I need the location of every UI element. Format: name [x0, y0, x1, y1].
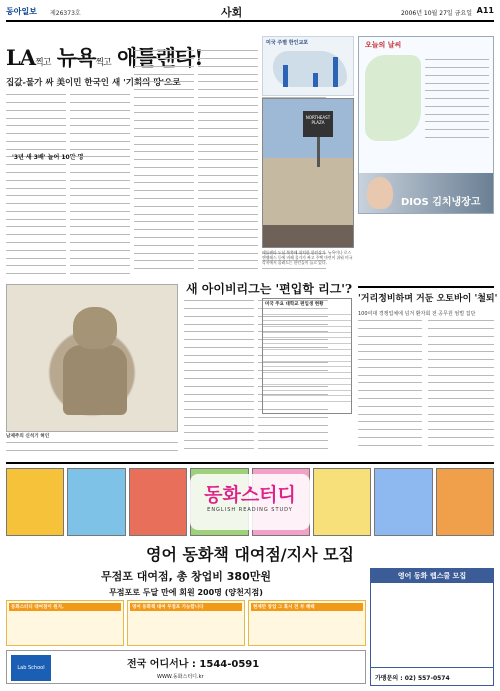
artifact-caption-text	[6, 440, 178, 458]
column-subhead: 100여대 경쟁업체에 넘겨 환자회 전 공무원 엄벌 집단	[358, 311, 476, 317]
weather-map	[365, 55, 421, 141]
column-article	[358, 286, 498, 317]
ad-right-title: 영어 동화 렙스쿨 모집	[371, 569, 493, 583]
column-body-col2	[428, 318, 494, 458]
artifact-caption: 남제주의 신석기 혀인	[6, 434, 50, 439]
book-cover	[67, 468, 125, 536]
column-body-col1	[358, 318, 422, 458]
weather-text	[425, 57, 489, 143]
ad-website[interactable]: WWW.동화스터디.kr	[157, 674, 204, 680]
ad-contact[interactable]	[6, 650, 366, 684]
article1-body-col2	[70, 92, 130, 278]
weather-title: 오늘의 날씨	[365, 41, 402, 49]
page-header	[6, 4, 494, 22]
transfer-table	[262, 298, 352, 414]
ad-title: 영어 동화책 대여점/지사 모집	[145, 545, 355, 564]
newspaper-logo: 동아일보	[6, 7, 37, 16]
article2-headline: 새 아이비리그는 '편입학 리그'?	[186, 282, 353, 296]
article1-body-col1	[6, 92, 66, 278]
ad-phone[interactable]: 전국 어디서나 : 1544-0591	[127, 659, 260, 670]
ad-left	[6, 568, 366, 598]
advertisement[interactable]	[6, 462, 494, 687]
book-cover	[436, 468, 494, 536]
table-cell	[307, 396, 329, 402]
bar-graphic	[283, 65, 288, 87]
artifact-body	[63, 345, 127, 415]
sign-pole	[317, 137, 320, 167]
page-number: A11	[476, 6, 494, 15]
ad-right-box	[370, 568, 494, 686]
book-cover	[6, 468, 64, 536]
korean-population-map	[262, 36, 354, 96]
ad-right-phone[interactable]: 가맹문의 : 02) 557-0574	[371, 667, 493, 685]
ad-brand-ko: 동화스터디	[204, 484, 296, 506]
table-row	[263, 396, 351, 402]
table-cell	[285, 396, 307, 402]
plaza-photo-caption: 애틀랜타 도심 북쪽에 위치한 한인상가. 뉴욕이나 로스앤젤레스 등에 비해 물가가 싸고 주택 마련이 쉬워 미국 각지에서 몰려드는 한인들이 늘고 있다.	[262, 250, 353, 265]
lab-school-logo: Lab School	[11, 655, 51, 681]
artifact-photo	[6, 284, 178, 432]
column-headline: '거리정비하며 거둔 오토바이 '철퇴'	[358, 286, 494, 304]
store-building	[263, 225, 354, 247]
headline-main: LA찍고 뉴욕찍고 애틀랜타!	[6, 45, 203, 70]
plaza-sign: NORTHEAST PLAZA	[303, 111, 333, 137]
ad-brand-en: ENGLISH READING STUDY	[207, 507, 293, 513]
ad-info-box: 동화스터디 대여점이 뭔지,	[6, 600, 124, 646]
ad-model-photo	[367, 177, 393, 209]
map-title: 미국 주별 한인교포	[266, 40, 309, 46]
issue-date: 2006년 10월 27일 금요일	[400, 10, 472, 17]
section-title: 사회	[221, 6, 243, 19]
book-cover	[313, 468, 371, 536]
ad-line2: 무점포로 두달 만에 회원 200명 (양천지점)	[109, 588, 263, 597]
bar-graphic	[313, 73, 318, 87]
table-cell	[329, 396, 351, 402]
article1-lead-box: '3년 새 3배' 늘어 10만 명	[12, 154, 84, 161]
bar-graphic	[333, 57, 338, 87]
ad-brand: DIOS 김치냉장고	[401, 197, 481, 208]
issue-number: 제26373호	[50, 10, 81, 17]
headline-sub: 집값-물가 싸 美이민 한국인 새 '기회의 땅'으로	[6, 78, 181, 88]
ad-info-boxes	[6, 600, 366, 646]
artifact-head	[73, 307, 117, 349]
article2-body-col1	[184, 298, 254, 458]
ad-info-box: 영어 동화책 대여 무점포 가능합니다	[127, 600, 245, 646]
table-cell	[263, 396, 285, 402]
table-body	[263, 309, 351, 402]
article1-body-col3	[134, 48, 194, 278]
plaza-photo	[262, 98, 354, 248]
ad-brand-box	[190, 474, 310, 530]
table-title: 미국 주요 대학교 편입생 현황	[265, 302, 324, 307]
weather-ad[interactable]	[359, 173, 493, 213]
weather-box	[358, 36, 494, 214]
article1-body-col4	[198, 48, 258, 278]
ad-line1: 무점포 대여점, 총 창업비 380만원	[101, 570, 271, 583]
ad-info-box: 현재만 창업 그 혹시 전 부 혜택	[248, 600, 366, 646]
book-cover	[129, 468, 187, 536]
book-cover	[374, 468, 432, 536]
